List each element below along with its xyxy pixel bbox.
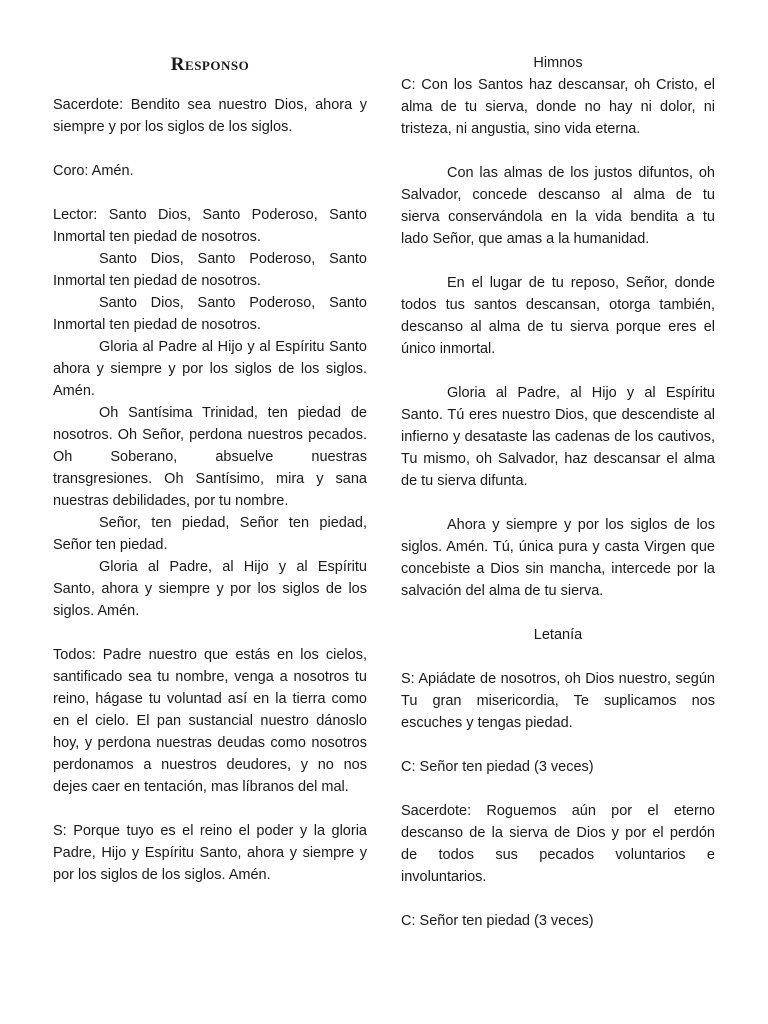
coro-amen: Coro: Amén.	[53, 163, 134, 179]
gloria-2: Gloria al Padre, al Hijo y al Espíritu Santo, ahora y siempre y por los siglos de los siglos. Amén.	[53, 559, 367, 619]
senor-ten-piedad: Señor, ten piedad, Señor ten piedad, Señor ten piedad.	[53, 515, 367, 553]
sacerdote-opening: Sacerdote: Bendito sea nuestro Dios, ahora y siempre y por los siglos de los siglos.	[53, 97, 367, 135]
himno-4: Gloria al Padre, al Hijo y al Espíritu Santo. Tú eres nuestro Dios, que descendiste al infierno y desataste las cadenas de los cautivos, Tu mismo, oh Salvador, haz descansar el alma de tu sierva difunta.	[401, 385, 715, 489]
trisagion-3: Santo Dios, Santo Poderoso, Santo Inmortal ten piedad de nosotros.	[53, 295, 367, 333]
padre-nuestro: Todos: Padre nuestro que estás en los cielos, santificado sea tu nombre, venga a nosotros tu reino, hágase tu voluntad así en la tierra como en el cielo. El pan sustancial nuestro dánoslo hoy, y perdona nuestras deudas como nosotros perdonamos a nuestros deudores, y no nos dejes caer en tentación, mas líbranos del mal.	[53, 647, 367, 795]
himno-3: En el lugar de tu reposo, Señor, donde todos tus santos descansan, otorga también, descanso al alma de tu sierva porque eres el único inmortal.	[401, 275, 715, 357]
himnos-heading: Himnos	[533, 55, 583, 71]
trisagion-2: Santo Dios, Santo Poderoso, Santo Inmortal ten piedad de nosotros.	[53, 251, 367, 289]
lector-trisagion-1: Lector: Santo Dios, Santo Poderoso, Santo Inmortal ten piedad de nosotros.	[53, 207, 367, 245]
coro-response-2: C: Señor ten piedad (3 veces)	[401, 913, 594, 929]
coro-response-1: C: Señor ten piedad (3 veces)	[401, 759, 594, 775]
left-column	[53, 50, 367, 886]
himno-2: Con las almas de los justos difuntos, oh Salvador, concede descanso al alma de tu sierva conservándola en la vida bendita a tu lado Señor, que amas a la humanidad.	[401, 165, 715, 247]
himno-1: C: Con los Santos haz descansar, oh Cristo, el alma de tu sierva, donde no hay ni dolor, ni tristeza, ni angustia, sino vida eterna.	[401, 77, 715, 137]
responso-title: Responso	[170, 54, 250, 75]
letania-heading: Letanía	[533, 627, 583, 643]
himno-5: Ahora y siempre y por los siglos de los siglos. Amén. Tú, única pura y casta Virgen que concebiste a Dios sin mancha, intercede por la salvación del alma de tu sierva.	[401, 517, 715, 599]
letania-sacerdote: S: Apiádate de nosotros, oh Dios nuestro, según Tu gran misericordia, Te suplicamos nos escuches y tengas piedad.	[401, 671, 715, 731]
sacerdote-doxology: S: Porque tuyo es el reino el poder y la gloria Padre, Hijo y Espíritu Santo, ahora y siempre y por los siglos de los siglos. Amén.	[53, 823, 367, 883]
sacerdote-roguemos: Sacerdote: Roguemos aún por el eterno descanso de la sierva de Dios y por el perdón de todos sus pecados voluntarios e involuntarios.	[401, 803, 715, 885]
santisima-trinidad: Oh Santísima Trinidad, ten piedad de nosotros. Oh Señor, perdona nuestros pecados. Oh Soberano, absuelve nuestras transgresiones. Oh Santísimo, mira y sana nuestras debilidades, por tu nombre.	[53, 405, 367, 509]
right-column	[401, 50, 715, 932]
gloria-1: Gloria al Padre al Hijo y al Espíritu Santo ahora y siempre y por los siglos de los siglos. Amén.	[53, 339, 367, 399]
